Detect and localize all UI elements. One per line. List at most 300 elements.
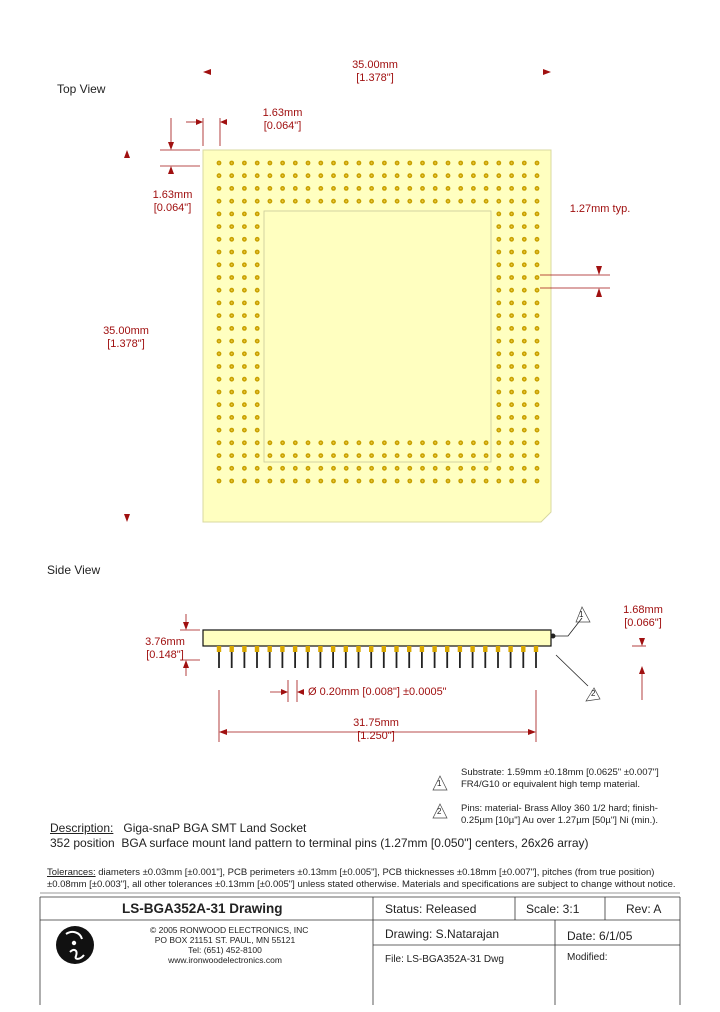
bga-pad-center bbox=[523, 302, 525, 304]
bga-pad-center bbox=[358, 200, 360, 202]
bga-pad-center bbox=[269, 162, 271, 164]
bga-pad-center bbox=[218, 200, 220, 202]
note-1-marker: 1 bbox=[437, 779, 442, 788]
bga-pad-center bbox=[256, 417, 258, 419]
bga-pad-center bbox=[422, 200, 424, 202]
bga-pad-center bbox=[511, 417, 513, 419]
diameter-arrows bbox=[270, 680, 304, 702]
bga-pad-center bbox=[333, 175, 335, 177]
bga-pad-center bbox=[434, 162, 436, 164]
top-width-dimension bbox=[340, 59, 410, 85]
bga-pad-center bbox=[231, 480, 233, 482]
span-mm: 31.75mm bbox=[353, 717, 399, 729]
description-line-1: Giga-snaP BGA SMT Land Socket bbox=[123, 821, 307, 835]
bga-pad-center bbox=[320, 467, 322, 469]
bga-pad-center bbox=[269, 480, 271, 482]
edge-y-mm: 1.63mm bbox=[152, 189, 193, 201]
pin-shaft bbox=[497, 652, 499, 668]
bga-pad-center bbox=[511, 353, 513, 355]
bga-pad-center bbox=[523, 162, 525, 164]
bga-pad-center bbox=[536, 175, 538, 177]
company-info bbox=[150, 925, 309, 965]
bga-pad-center bbox=[536, 315, 538, 317]
bga-pad-center bbox=[498, 302, 500, 304]
bga-pad-center bbox=[498, 404, 500, 406]
pitch-label: 1.27mm typ. bbox=[569, 203, 631, 215]
pin-shaft bbox=[282, 652, 284, 668]
bga-pad-center bbox=[422, 455, 424, 457]
bga-pad-center bbox=[345, 200, 347, 202]
bga-pad-center bbox=[294, 455, 296, 457]
description-line-2: BGA surface mount land pattern to terminal pins (1.27mm [0.050"] centers, 26x26 array) bbox=[121, 836, 589, 850]
bga-pad-center bbox=[536, 340, 538, 342]
bga-pad-center bbox=[244, 429, 246, 431]
bga-pad-center bbox=[244, 340, 246, 342]
bga-pad-center bbox=[218, 340, 220, 342]
bga-pad-center bbox=[422, 162, 424, 164]
bga-pad-center bbox=[231, 302, 233, 304]
bga-pad-center bbox=[231, 162, 233, 164]
bga-pad-center bbox=[307, 175, 309, 177]
bga-pad-center bbox=[320, 480, 322, 482]
bga-pad-center bbox=[269, 188, 271, 190]
bga-pad-center bbox=[536, 378, 538, 380]
bga-pad-center bbox=[218, 289, 220, 291]
bga-pad-center bbox=[498, 315, 500, 317]
bga-pad-center bbox=[447, 467, 449, 469]
bga-pad-center bbox=[371, 442, 373, 444]
bga-pad-center bbox=[244, 226, 246, 228]
file-field: File: LS-BGA352A-31 Dwg bbox=[385, 954, 504, 965]
bga-pad-center bbox=[269, 442, 271, 444]
top-width-in: [1.378"] bbox=[356, 72, 394, 84]
bga-pad-center bbox=[345, 175, 347, 177]
bga-pad-center bbox=[231, 238, 233, 240]
bga-pad-center bbox=[231, 264, 233, 266]
bga-pad-center bbox=[358, 442, 360, 444]
bga-pad-center bbox=[218, 162, 220, 164]
bga-pad-center bbox=[460, 455, 462, 457]
bga-pad-center bbox=[511, 162, 513, 164]
bga-pad-center bbox=[409, 162, 411, 164]
pin-shaft bbox=[307, 652, 309, 668]
bga-pad-center bbox=[244, 328, 246, 330]
top-view-cavity bbox=[264, 211, 491, 462]
bga-pad-center bbox=[231, 467, 233, 469]
edge-y-dimension bbox=[145, 189, 200, 215]
bga-pad-center bbox=[498, 353, 500, 355]
pin-head bbox=[521, 646, 525, 652]
bga-pad-center bbox=[536, 391, 538, 393]
bga-pad-center bbox=[256, 302, 258, 304]
bga-pad-center bbox=[434, 175, 436, 177]
bga-pad-center bbox=[498, 277, 500, 279]
note-1-line-1: Substrate: 1.59mm ±0.18mm [0.0625" ±0.007"] bbox=[461, 767, 659, 778]
pin-head bbox=[496, 646, 500, 652]
bga-pad-center bbox=[231, 404, 233, 406]
side-view-substrate bbox=[203, 630, 551, 646]
bga-pad-center bbox=[511, 302, 513, 304]
bga-pad-center bbox=[422, 480, 424, 482]
pin-head bbox=[230, 646, 234, 652]
bga-pad-center bbox=[498, 442, 500, 444]
bga-pad-center bbox=[256, 378, 258, 380]
bga-pad-center bbox=[384, 455, 386, 457]
bga-pad-center bbox=[256, 480, 258, 482]
bga-pad-center bbox=[511, 315, 513, 317]
bga-pad-center bbox=[434, 480, 436, 482]
bga-pad-center bbox=[231, 455, 233, 457]
bga-pad-center bbox=[511, 404, 513, 406]
bga-pad-center bbox=[434, 188, 436, 190]
bga-pad-center bbox=[244, 404, 246, 406]
status-field: Status: Released bbox=[385, 902, 477, 916]
bga-pad-center bbox=[498, 366, 500, 368]
bga-pad-center bbox=[371, 188, 373, 190]
bga-pad-center bbox=[320, 200, 322, 202]
bga-pad-center bbox=[523, 442, 525, 444]
bga-pad-center bbox=[409, 480, 411, 482]
bga-pad-center bbox=[396, 467, 398, 469]
bga-pad-center bbox=[231, 353, 233, 355]
bga-pad-center bbox=[218, 378, 220, 380]
bga-pad-center bbox=[294, 188, 296, 190]
bga-pad-center bbox=[523, 429, 525, 431]
bga-pad-center bbox=[218, 417, 220, 419]
bga-pad-center bbox=[523, 378, 525, 380]
bga-pad-center bbox=[231, 442, 233, 444]
bga-pad-center bbox=[523, 391, 525, 393]
bga-pad-center bbox=[447, 442, 449, 444]
bga-pad-center bbox=[511, 366, 513, 368]
edge-x-in: [0.064"] bbox=[263, 120, 302, 132]
pin-head bbox=[369, 646, 373, 652]
bga-pad-center bbox=[511, 264, 513, 266]
pin-shaft bbox=[244, 652, 246, 668]
bga-pad-center bbox=[231, 277, 233, 279]
bga-pad-center bbox=[231, 289, 233, 291]
bga-pad-center bbox=[244, 378, 246, 380]
bga-pad-center bbox=[511, 480, 513, 482]
bga-pad-center bbox=[282, 455, 284, 457]
pin-shaft bbox=[535, 652, 537, 668]
pin-head bbox=[483, 646, 487, 652]
bga-pad-center bbox=[536, 353, 538, 355]
bga-pad-center bbox=[333, 480, 335, 482]
bga-pad-center bbox=[434, 200, 436, 202]
bga-pad-center bbox=[269, 455, 271, 457]
note-2-line-1: Pins: material- Brass Alloy 360 1/2 hard; finish- bbox=[461, 803, 658, 814]
bga-pad-center bbox=[333, 188, 335, 190]
bga-pad-center bbox=[523, 175, 525, 177]
description-heading: Description: bbox=[50, 821, 114, 835]
bga-pad-center bbox=[511, 238, 513, 240]
bga-pad-center bbox=[345, 188, 347, 190]
tolerances-line-2: ±0.08mm [±0.003"], all other tolerances ±0.13mm [±0.005"] unless stated otherwise. Materials and specifications are subject to change without notice. bbox=[47, 879, 676, 890]
bga-pad-center bbox=[536, 200, 538, 202]
bga-pad-center bbox=[384, 162, 386, 164]
bga-pad-center bbox=[371, 175, 373, 177]
bga-pad-center bbox=[485, 467, 487, 469]
bga-pad-center bbox=[307, 480, 309, 482]
bga-pad-center bbox=[320, 175, 322, 177]
pin-head bbox=[306, 646, 310, 652]
bga-pad-center bbox=[536, 442, 538, 444]
bga-pad-center bbox=[485, 480, 487, 482]
bga-pad-center bbox=[523, 200, 525, 202]
bga-pad-center bbox=[256, 328, 258, 330]
side-height-mm: 3.76mm bbox=[145, 636, 185, 648]
bga-pad-center bbox=[396, 200, 398, 202]
bga-pad-center bbox=[256, 455, 258, 457]
bga-pad-center bbox=[244, 417, 246, 419]
bga-pad-center bbox=[523, 455, 525, 457]
bga-pad-center bbox=[396, 188, 398, 190]
bga-pad-center bbox=[256, 238, 258, 240]
pin-shaft bbox=[231, 652, 233, 668]
bga-pad-center bbox=[498, 200, 500, 202]
bga-pad-center bbox=[536, 467, 538, 469]
bga-pad-center bbox=[320, 442, 322, 444]
bga-pad-center bbox=[244, 289, 246, 291]
bga-pad-center bbox=[485, 442, 487, 444]
bga-pad-center bbox=[256, 366, 258, 368]
bga-pad-center bbox=[282, 442, 284, 444]
bga-pad-center bbox=[447, 200, 449, 202]
bga-pad-center bbox=[511, 429, 513, 431]
side-view-label: Side View bbox=[47, 563, 101, 577]
bga-pad-center bbox=[485, 200, 487, 202]
bga-pad-center bbox=[231, 315, 233, 317]
pin-head bbox=[470, 646, 474, 652]
bga-pad-center bbox=[218, 366, 220, 368]
bga-pad-center bbox=[523, 480, 525, 482]
pin-shaft bbox=[396, 652, 398, 668]
bga-pad-center bbox=[269, 467, 271, 469]
bga-pad-center bbox=[473, 200, 475, 202]
bga-pad-center bbox=[460, 200, 462, 202]
bga-pad-center bbox=[256, 340, 258, 342]
bga-pad-center bbox=[536, 404, 538, 406]
bga-pad-center bbox=[523, 404, 525, 406]
bga-pad-center bbox=[371, 200, 373, 202]
bga-pad-center bbox=[256, 162, 258, 164]
bga-pad-center bbox=[231, 391, 233, 393]
bga-pad-center bbox=[244, 455, 246, 457]
bga-pad-center bbox=[511, 175, 513, 177]
bga-pad-center bbox=[333, 455, 335, 457]
bga-pad-center bbox=[498, 391, 500, 393]
bga-pad-center bbox=[384, 467, 386, 469]
pin-head bbox=[445, 646, 449, 652]
bga-pad-center bbox=[345, 480, 347, 482]
bga-pad-center bbox=[218, 315, 220, 317]
bga-pad-center bbox=[231, 188, 233, 190]
bga-pad-center bbox=[473, 188, 475, 190]
bga-pad-center bbox=[256, 200, 258, 202]
bga-pad-center bbox=[384, 175, 386, 177]
bga-pad-center bbox=[307, 455, 309, 457]
pin-shaft bbox=[256, 652, 258, 668]
bga-pad-center bbox=[498, 480, 500, 482]
bga-pad-center bbox=[536, 417, 538, 419]
side-height-dimension bbox=[142, 636, 188, 662]
bga-pad-center bbox=[485, 175, 487, 177]
pin-shaft bbox=[484, 652, 486, 668]
bga-pad-center bbox=[256, 442, 258, 444]
bga-pad-center bbox=[523, 238, 525, 240]
bga-pad-center bbox=[498, 175, 500, 177]
bga-pad-center bbox=[320, 188, 322, 190]
bga-pad-center bbox=[460, 162, 462, 164]
tolerances-heading: Tolerances: bbox=[47, 867, 96, 878]
bga-pad-center bbox=[231, 213, 233, 215]
bga-pad-center bbox=[498, 289, 500, 291]
company-line-2: PO BOX 21151 ST. PAUL, MN 55121 bbox=[154, 935, 296, 945]
drawn-by-field: Drawing: S.Natarajan bbox=[385, 927, 500, 941]
bga-pad-center bbox=[307, 442, 309, 444]
side-view-pins bbox=[217, 646, 538, 668]
bga-pad-center bbox=[218, 238, 220, 240]
bga-pad-center bbox=[384, 442, 386, 444]
pin-height-mm: 1.68mm bbox=[623, 604, 663, 616]
bga-pad-center bbox=[422, 442, 424, 444]
pin-diameter-label: Ø 0.20mm [0.008"] ±0.0005" bbox=[308, 686, 447, 698]
bga-pad-center bbox=[307, 162, 309, 164]
bga-pad-center bbox=[256, 213, 258, 215]
bga-pad-center bbox=[218, 226, 220, 228]
bga-pad-center bbox=[256, 251, 258, 253]
bga-pad-center bbox=[320, 455, 322, 457]
bga-pad-center bbox=[256, 175, 258, 177]
bga-pad-center bbox=[498, 467, 500, 469]
bga-pad-center bbox=[307, 200, 309, 202]
pin-shaft bbox=[383, 652, 385, 668]
top-edge-x-arrows bbox=[186, 118, 227, 146]
pin-height-dimension bbox=[617, 604, 669, 630]
edge-y-in: [0.064"] bbox=[153, 202, 192, 214]
bga-pad-center bbox=[511, 340, 513, 342]
bga-pad-center bbox=[294, 480, 296, 482]
bga-pad-center bbox=[218, 467, 220, 469]
pin-head bbox=[382, 646, 386, 652]
bga-pad-center bbox=[358, 188, 360, 190]
bga-pad-center bbox=[511, 391, 513, 393]
description-position: 352 position bbox=[50, 836, 115, 850]
bga-pad-center bbox=[294, 442, 296, 444]
bga-pad-center bbox=[218, 455, 220, 457]
bga-pad-center bbox=[422, 188, 424, 190]
bga-pad-center bbox=[523, 264, 525, 266]
bga-pad-center bbox=[511, 226, 513, 228]
bga-pad-center bbox=[498, 251, 500, 253]
pin-shaft bbox=[522, 652, 524, 668]
bga-pad-center bbox=[434, 467, 436, 469]
bga-pad-center bbox=[231, 366, 233, 368]
bga-pad-center bbox=[447, 188, 449, 190]
drawing-title: LS-BGA352A-31 Drawing bbox=[122, 901, 283, 916]
bga-pad-center bbox=[371, 162, 373, 164]
bga-pad-center bbox=[409, 455, 411, 457]
bga-pad-center bbox=[485, 188, 487, 190]
bga-pad-center bbox=[447, 455, 449, 457]
bga-pad-center bbox=[409, 175, 411, 177]
company-logo bbox=[56, 926, 94, 964]
bga-pad-center bbox=[231, 200, 233, 202]
bga-pad-center bbox=[523, 353, 525, 355]
bga-pad-center bbox=[256, 289, 258, 291]
bga-pad-center bbox=[244, 200, 246, 202]
bga-pad-center bbox=[218, 175, 220, 177]
pin-head bbox=[458, 646, 462, 652]
bga-pad-center bbox=[282, 480, 284, 482]
bga-pad-center bbox=[282, 175, 284, 177]
bga-pad-center bbox=[218, 442, 220, 444]
bga-pad-center bbox=[218, 353, 220, 355]
bga-pad-center bbox=[485, 162, 487, 164]
bga-pad-center bbox=[256, 391, 258, 393]
bga-pad-center bbox=[218, 302, 220, 304]
bga-pad-center bbox=[231, 378, 233, 380]
bga-pad-center bbox=[473, 480, 475, 482]
pin-shaft bbox=[269, 652, 271, 668]
edge-x-dimension bbox=[255, 107, 310, 133]
bga-pad-center bbox=[371, 480, 373, 482]
pin-shaft bbox=[358, 652, 360, 668]
bga-pad-center bbox=[511, 289, 513, 291]
pin-shaft bbox=[370, 652, 372, 668]
pin-shaft bbox=[294, 652, 296, 668]
bga-pad-center bbox=[498, 340, 500, 342]
pin-height-in: [0.066"] bbox=[624, 617, 662, 629]
bga-pad-center bbox=[485, 455, 487, 457]
bga-pad-center bbox=[282, 467, 284, 469]
bga-pad-center bbox=[536, 455, 538, 457]
bga-pad-center bbox=[536, 251, 538, 253]
bga-pad-center bbox=[256, 404, 258, 406]
bga-pad-center bbox=[218, 429, 220, 431]
bga-pad-center bbox=[511, 251, 513, 253]
bga-pad-center bbox=[345, 455, 347, 457]
date-field: Date: 6/1/05 bbox=[567, 929, 633, 943]
side-height-in: [0.148"] bbox=[146, 649, 184, 661]
bga-pad-center bbox=[447, 175, 449, 177]
bga-pad-center bbox=[511, 455, 513, 457]
bga-pad-center bbox=[498, 455, 500, 457]
bga-pad-center bbox=[511, 277, 513, 279]
bga-pad-center bbox=[460, 467, 462, 469]
bga-pad-center bbox=[256, 467, 258, 469]
rev-field: Rev: A bbox=[626, 902, 662, 916]
pin-head bbox=[534, 646, 538, 652]
bga-pad-center bbox=[256, 277, 258, 279]
bga-pad-center bbox=[244, 264, 246, 266]
top-edge-y-arrows bbox=[160, 118, 200, 174]
bga-pad-center bbox=[409, 188, 411, 190]
bga-pad-center bbox=[244, 480, 246, 482]
bga-pad-center bbox=[244, 366, 246, 368]
bga-pad-center bbox=[244, 442, 246, 444]
bga-pad-center bbox=[218, 404, 220, 406]
bga-pad-center bbox=[294, 467, 296, 469]
bga-pad-center bbox=[523, 213, 525, 215]
pin-head bbox=[293, 646, 297, 652]
bga-pad-center bbox=[536, 328, 538, 330]
bga-pad-center bbox=[409, 467, 411, 469]
span-in: [1.250"] bbox=[357, 730, 395, 742]
bga-pad-center bbox=[511, 467, 513, 469]
bga-pad-center bbox=[536, 238, 538, 240]
